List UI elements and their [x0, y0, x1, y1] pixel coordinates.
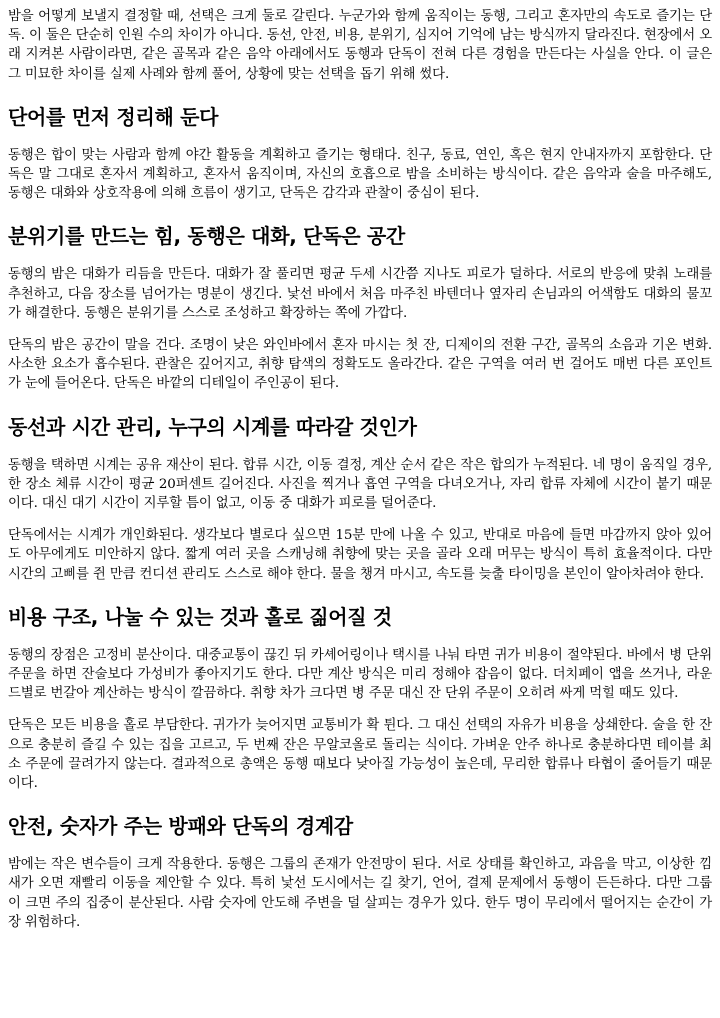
section-cost: [8, 605, 712, 793]
section-paragraph: 동행을 택하면 시계는 공유 재산이 된다. 합류 시간, 이동 결정, 계산 순서 같은 작은 합의가 누적된다. 네 명이 움직일 경우, 한 장소 체류 시간이 평균 20퍼센트 길어진다. 사진을 찍거나 흡연 구역을 다녀오거나, 자리 합류 자체에 시간이 붙기 때문이다. 대신 대기 시간이 지루할 틈이 없고, 이동 중 대화가 피로를 덜어준다.: [8, 457, 712, 512]
section-heading: 단어를 먼저 정리해 둔다: [8, 104, 219, 129]
intro-paragraph: 밤을 어떻게 보낼지 결정할 때, 선택은 크게 둘로 갈린다. 누군가와 함께 움직이는 동행, 그리고 혼자만의 속도로 즐기는 단독. 이 둘은 단순히 인원 수의 차이가 아니다. 동선, 안전, 비용, 분위기, 심지어 기억에 남는 방식까지 달라진다. 현장에서 오래 지켜본 사람이라면, 같은 골목과 같은 음악 아래에서도 동행과 단독이 전혀 다른 경험을 만든다는 사실을 안다. 이 글은 그 미묘한 차이를 실제 사례와 함께 풀어, 상황에 맞는 선택을 돕기 위해 썼다.: [8, 9, 712, 82]
section-paragraph: 밤에는 작은 변수들이 크게 작용한다. 동행은 그룹의 존재가 안전망이 된다. 서로 상태를 확인하고, 과음을 막고, 이상한 낌새가 오면 재빨리 이동을 제안할 수 있다. 특히 낯선 도시에서는 길 찾기, 언어, 결제 문제에서 동행이 든든하다. 다만 그룹이 크면 주의 집중이 분산된다. 사람 숫자에 안도해 주변을 덜 살피는 경우가 있다. 한두 명이 무리에서 떨어지는 순간이 가장 위험하다.: [8, 857, 712, 930]
section-terms: [8, 105, 712, 204]
section-paragraph: 동행은 합이 맞는 사람과 함께 야간 활동을 계획하고 즐기는 형태다. 친구, 동료, 연인, 혹은 현지 안내자까지 포함한다. 단독은 말 그대로 혼자서 계획하고, 혼자서 움직이며, 자신의 호흡으로 밤을 소비하는 방식이다. 같은 음악과 술을 마주해도, 동행은 대화와 상호작용에 의해 흐름이 생기고, 단독은 감각과 관찰이 중심이 된다.: [8, 147, 712, 202]
section-atmosphere: [8, 224, 712, 393]
section-paragraph: 동행의 장점은 고정비 분산이다. 대중교통이 끊긴 뒤 카셰어링이나 택시를 나눠 타면 귀가 비용이 절약된다. 바에서 병 단위 주문을 하면 잔술보다 가성비가 좋아지기도 한다. 다만 계산 방식은 미리 정해야 잡음이 없다. 더치페이 앱을 쓰거나, 라운드별로 번갈아 계산하는 방식이 깔끔하다. 취향 차가 크다면 병 주문 대신 잔 단위 주문이 오히려 싸게 먹힐 때도 있다.: [8, 647, 712, 702]
section-heading: 분위기를 만드는 힘, 동행은 대화, 단독은 공간: [8, 224, 405, 249]
section-heading: 비용 구조, 나눌 수 있는 것과 홀로 짊어질 것: [8, 604, 392, 629]
section-paragraph: 단독에서는 시계가 개인화된다. 생각보다 별로다 싶으면 15분 만에 나올 수 있고, 반대로 마음에 들면 마감까지 앉아 있어도 아무에게도 미안하지 않다. 짧게 여러 곳을 스캐닝해 취향에 맞는 곳을 골라 오래 머무는 방식이 특히 효율적이다. 다만 시간의 고삐를 쥔 만큼 컨디션 관리도 스스로 해야 한다. 물을 챙겨 마시고, 속도를 늦출 타이밍을 본인이 알아차려야 한다.: [8, 528, 712, 582]
section-paragraph: 동행의 밤은 대화가 리듬을 만든다. 대화가 잘 풀리면 평균 두세 시간쯤 지나도 피로가 덜하다. 서로의 반응에 맞춰 노래를 추천하고, 다음 장소를 넘어가는 명분이 생긴다. 낯선 바에서 처음 마주친 바텐더나 옆자리 손님과의 어색함도 대화의 물꼬가 해결한다. 동행은 분위기를 스스로 조성하고 확장하는 쪽에 가깝다.: [8, 267, 712, 321]
section-heading: 안전, 숫자가 주는 방패와 단독의 경계감: [8, 814, 353, 839]
section-time: [8, 415, 712, 584]
section-paragraph: 단독은 모든 비용을 홀로 부담한다. 귀가가 늦어지면 교통비가 확 튄다. 그 대신 선택의 자유가 비용을 상쇄한다. 술을 한 잔으로 충분히 즐길 수 있는 집을 고르고, 두 번째 잔은 무알코올로 돌리는 식이다. 가벼운 안주 하나로 충분하다면 테이블 최소 주문에 끌려가지 않는다. 결과적으로 총액은 동행 때보다 낮아질 가능성이 높은데, 무리한 합류나 타협이 줄어들기 때문이다.: [8, 718, 712, 792]
section-heading: 동선과 시간 관리, 누구의 시계를 따라갈 것인가: [8, 414, 417, 439]
section-safety: [8, 814, 712, 932]
section-paragraph: 단독의 밤은 공간이 말을 건다. 조명이 낮은 와인바에서 혼자 마시는 첫 잔, 디제이의 전환 구간, 골목의 소음과 기온 변화. 사소한 요소가 흡수된다. 관찰은 깊어지고, 취향 탐색의 정확도도 올라간다. 같은 구역을 여러 번 걸어도 매번 다른 포인트가 눈에 들어온다. 단독은 바깥의 디테일이 주인공이 된다.: [8, 338, 712, 392]
